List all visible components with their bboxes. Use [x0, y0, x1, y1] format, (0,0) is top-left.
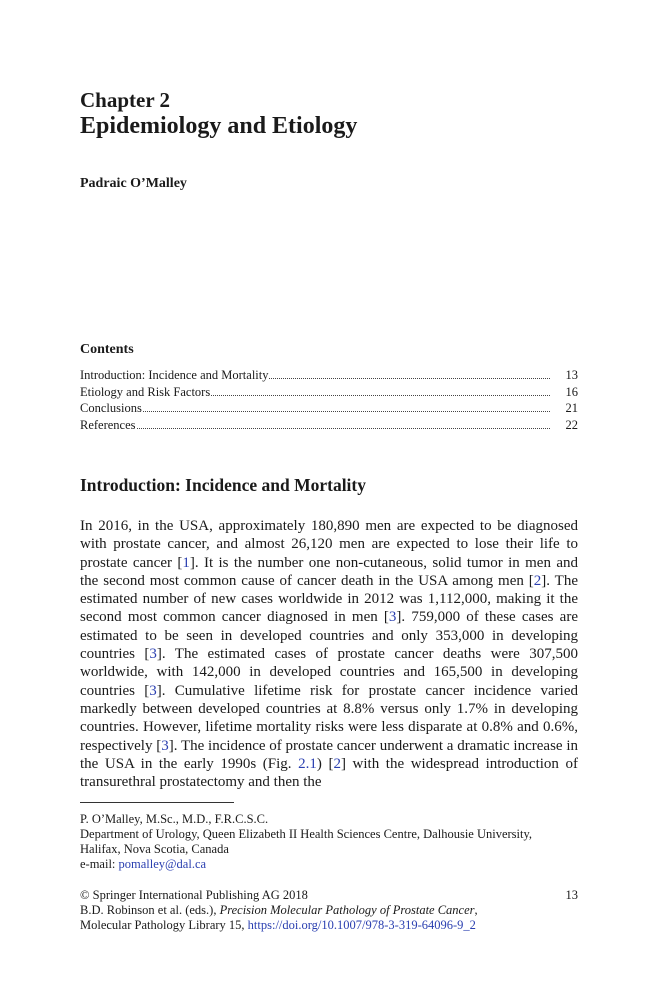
reference-link[interactable]: 3 [149, 646, 157, 663]
body-text-segment: ]. The estimated number of new cases worldwide in 2012 was 1,112,000, making it the second most common cancer diagnosed in men [ [80, 572, 578, 626]
copyright-notice: © Springer International Publishing AG 2018 [80, 888, 308, 902]
toc-entry-page: 16 [565, 384, 578, 399]
citation-book-suffix: , [474, 903, 478, 917]
toc-entry-title: Etiology and Risk Factors [80, 384, 211, 399]
footnote-divider [80, 802, 234, 803]
toc-entry-title: Conclusions [80, 401, 142, 415]
body-paragraph [80, 517, 578, 791]
chapter-label: Chapter 2 [80, 88, 171, 112]
reference-link[interactable]: 2 [333, 755, 341, 772]
body-text-segment: In 2016, in the USA, approximately 180,890 men are expected to be diagnosed with prostate cancer, and almost 26,120 men are expected to lose their life to prostate cancer [ [80, 518, 578, 571]
body-text-segment: ]. Cumulative lifetime risk for prostate cancer incidence varied markedly between developed countries at 8.8% versus only 1.7% in developing countries. However, lifetime mortality risks were less disparate at 0.8% and 0.6%, respectively [ [80, 682, 578, 754]
table-of-contents [80, 368, 578, 434]
citation-editors: B.D. Robinson et al. (eds.), [80, 903, 220, 917]
toc-entry-page: 21 [565, 401, 578, 415]
toc-leader-dots [211, 394, 550, 396]
body-text-segment: ]. 759,000 of these cases are estimated to be seen in developed countries and only 353,000 in developing countries [ [80, 609, 578, 663]
toc-entry-page: 13 [565, 368, 578, 382]
footnote-affiliation-line2: Halifax, Nova Scotia, Canada [80, 842, 229, 856]
toc-entry[interactable] [80, 368, 578, 385]
chapter-title: Epidemiology and Etiology [80, 113, 358, 139]
footnote-affiliation-line1: Department of Urology, Queen Elizabeth II Health Sciences Centre, Dalhousie University, [80, 827, 533, 841]
page-number: 13 [565, 888, 578, 902]
body-text-segment: ]. It is the number one non-cutaneous, solid tumor in men and the second most common cause of cancer death in the USA among men [ [80, 554, 578, 589]
footnote-email-label: e-mail: [80, 857, 119, 871]
body-text-segment: ) [ [316, 755, 334, 772]
citation-series: Molecular Pathology Library 15, [80, 918, 248, 932]
citation-line1 [80, 903, 478, 918]
footnote-author-credentials: P. O’Malley, M.Sc., M.D., F.R.C.S.C. [80, 812, 269, 826]
body-text-segment: ] with the widespread introduction of transurethral prostatectomy and then the [80, 755, 578, 791]
toc-entry[interactable] [80, 401, 578, 418]
reference-link[interactable]: 2 [533, 572, 542, 589]
toc-leader-dots [137, 427, 550, 429]
reference-link[interactable]: 3 [388, 609, 397, 626]
email-link[interactable]: pomalley@dal.ca [118, 857, 207, 871]
body-text-segment: ]. The incidence of prostate cancer underwent a dramatic increase in the USA in the early 1990s (Fig. [80, 737, 578, 772]
toc-leader-dots [269, 377, 550, 379]
citation-book-title: Precision Molecular Pathology of Prostate Cancer [219, 903, 475, 917]
body-text-segment: ]. The estimated cases of prostate cancer deaths were 307,500 worldwide, with 142,000 in developed countries and 165,500 in developing countries [ [80, 646, 578, 699]
toc-entry[interactable] [80, 385, 578, 402]
toc-entry-page: 22 [565, 417, 578, 432]
toc-leader-dots [143, 410, 550, 412]
reference-link[interactable]: 3 [161, 737, 169, 754]
reference-link[interactable]: 2.1 [298, 755, 317, 772]
reference-link[interactable]: 1 [182, 554, 190, 571]
citation-line2 [80, 918, 476, 933]
chapter-author: Padraic O’Malley [80, 176, 187, 191]
toc-entry-title: References [80, 417, 136, 432]
section-heading: Introduction: Incidence and Mortality [80, 475, 366, 495]
doi-link[interactable]: https://doi.org/10.1007/978-3-319-64096-9_2 [247, 918, 476, 932]
footnote-email [80, 857, 206, 872]
toc-entry-title: Introduction: Incidence and Mortality [80, 368, 269, 382]
reference-link[interactable]: 3 [149, 682, 157, 699]
toc-entry[interactable] [80, 418, 578, 435]
contents-heading: Contents [80, 342, 134, 357]
